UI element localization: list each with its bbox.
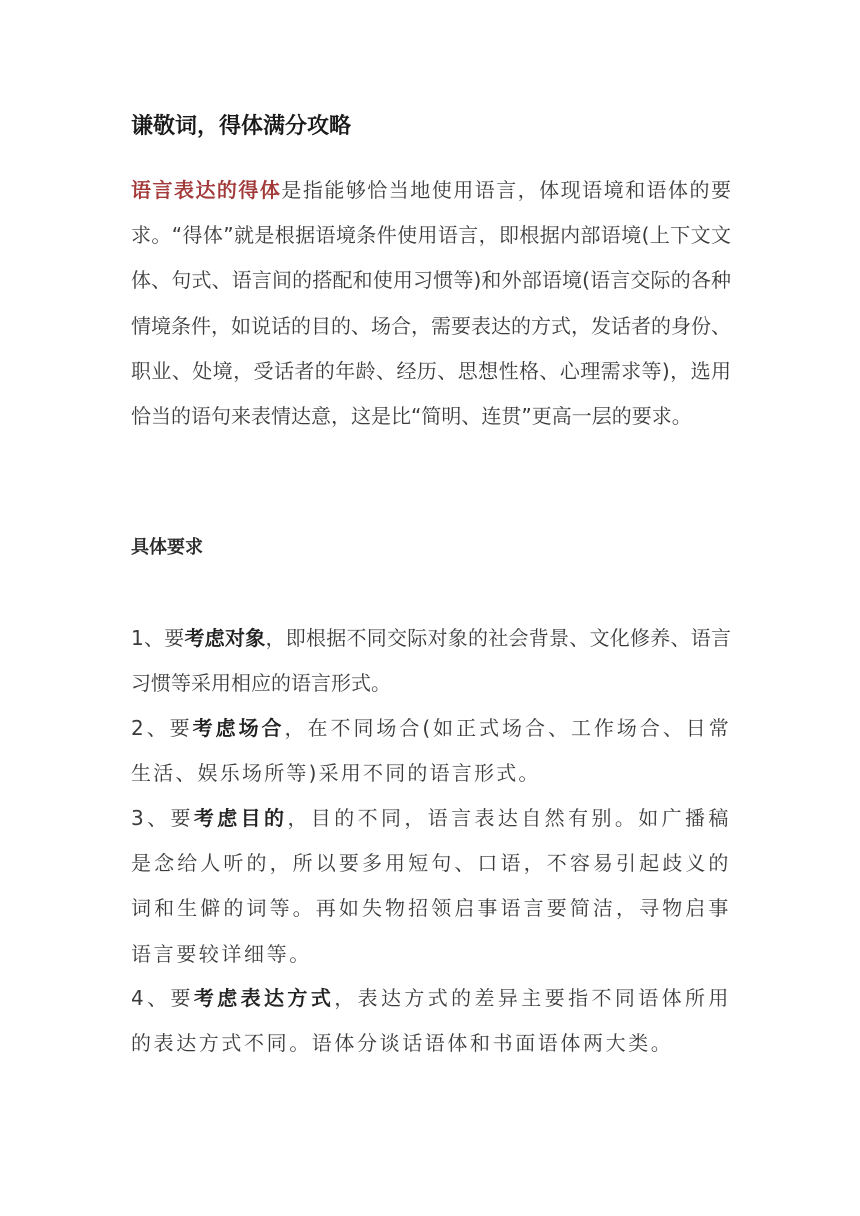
requirement-key: 考虑场合 — [192, 716, 285, 740]
requirement-prefix: 3、要 — [131, 806, 194, 830]
intro-text: 是指能够恰当地使用语言，体现语境和语体的要求。“得体”就是根据语境条件使用语言，即根据内部语境(上下文文体、句式、语言间的搭配和使用习惯等)和外部语境(语言交际的各种情境条件，如说话的目的、场合，需要表达的方式，发话者的身份、职业、处境，受话者的年龄、经历、思想性格、心理需求等)，选用恰当的语句来表情达意，这是比“简明、连贯”更高一层的要求。 — [131, 178, 732, 429]
requirement-item — [131, 616, 731, 706]
requirement-prefix: 1、要 — [131, 626, 185, 650]
requirement-item — [131, 796, 731, 977]
requirement-text: ，在不同场合(如正式场合、工作场合、日常生活、娱乐场所等)采用不同的语言形式。 — [131, 716, 731, 786]
requirement-item — [131, 976, 731, 1066]
requirement-prefix: 2、要 — [131, 716, 193, 740]
requirement-item — [131, 706, 731, 796]
intro-highlight: 语言表达的得体 — [131, 178, 282, 202]
requirement-prefix: 4、要 — [131, 986, 194, 1010]
requirement-key: 考虑表达方式 — [193, 986, 335, 1010]
requirement-text: ，表达方式的差异主要指不同语体所用的表达方式不同。语体分谈话语体和书面语体两大类。 — [131, 986, 731, 1056]
requirement-key: 考虑目的 — [193, 806, 288, 830]
requirement-text: ，即根据不同交际对象的社会背景、文化修养、语言习惯等采用相应的语言形式。 — [131, 626, 732, 696]
section-heading: 具体要求 — [131, 537, 203, 558]
intro-paragraph — [131, 168, 731, 439]
requirement-key: 考虑对象 — [184, 626, 266, 650]
requirement-text: ，目的不同，语言表达自然有别。如广播稿是念给人听的，所以要多用短句、口语，不容易引起歧义的词和生僻的词等。再如失物招领启事语言要简洁，寻物启事语言要较详细等。 — [131, 806, 731, 966]
page-title: 谦敬词，得体满分攻略 — [131, 114, 352, 139]
